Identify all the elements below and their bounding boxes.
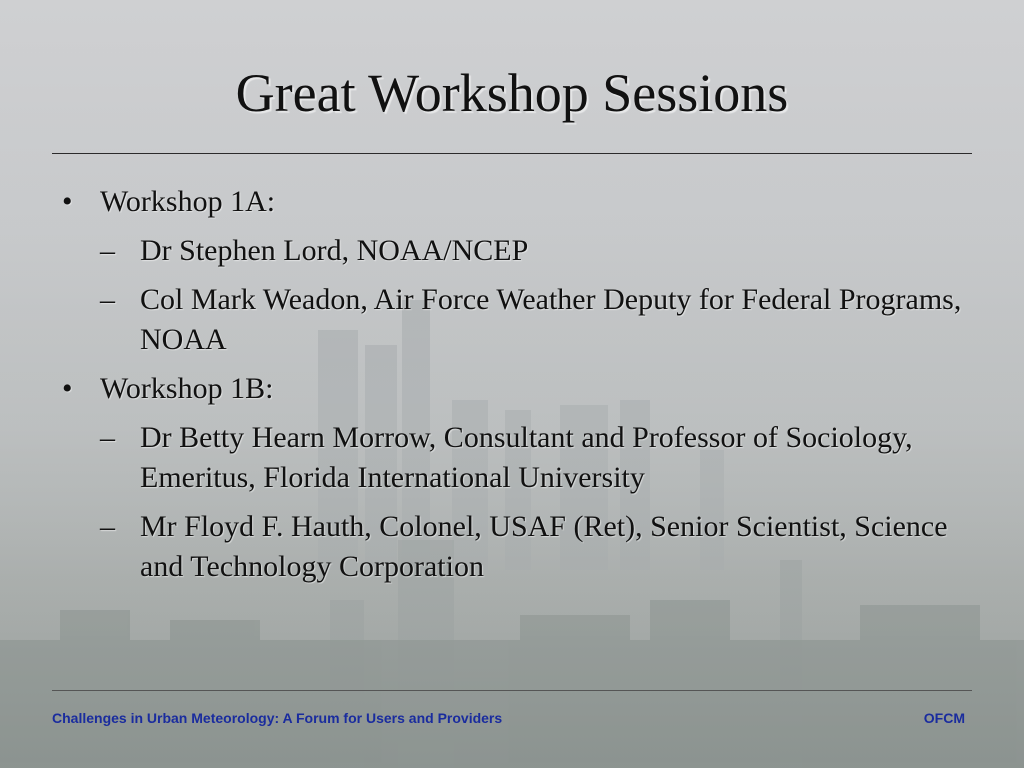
sub-bullet-text: Mr Floyd F. Hauth, Colonel, USAF (Ret), Senior Scientist, Science and Technology Corporation bbox=[140, 510, 948, 583]
bullet-workshop-1b bbox=[52, 369, 972, 409]
bullet-list bbox=[52, 182, 972, 596]
sub-bullet bbox=[52, 507, 972, 587]
sub-bullet bbox=[52, 280, 972, 360]
sub-bullet bbox=[52, 418, 972, 498]
title-divider bbox=[52, 153, 972, 154]
sub-bullet-text: Dr Betty Hearn Morrow, Consultant and Professor of Sociology, Emeritus, Florida International University bbox=[140, 421, 913, 494]
bullet-text: Workshop 1A: bbox=[100, 185, 276, 218]
dash-marker: – bbox=[100, 234, 115, 267]
dash-marker: – bbox=[100, 421, 115, 454]
sub-bullet-text: Col Mark Weadon, Air Force Weather Deputy for Federal Programs, NOAA bbox=[140, 283, 962, 356]
footer-divider bbox=[52, 690, 972, 691]
dash-marker: – bbox=[100, 283, 115, 316]
footer-event-title: Challenges in Urban Meteorology: A Forum for Users and Providers bbox=[52, 710, 503, 726]
sub-bullet-text: Dr Stephen Lord, NOAA/NCEP bbox=[140, 234, 529, 267]
slide-title: Great Workshop Sessions bbox=[235, 63, 789, 123]
bullet-marker: • bbox=[62, 372, 73, 405]
bullet-workshop-1a bbox=[52, 182, 972, 222]
bullet-marker: • bbox=[62, 185, 73, 218]
bullet-text: Workshop 1B: bbox=[100, 372, 274, 405]
sub-bullet bbox=[52, 231, 972, 271]
dash-marker: – bbox=[100, 510, 115, 543]
footer-organization: OFCM bbox=[923, 710, 965, 726]
